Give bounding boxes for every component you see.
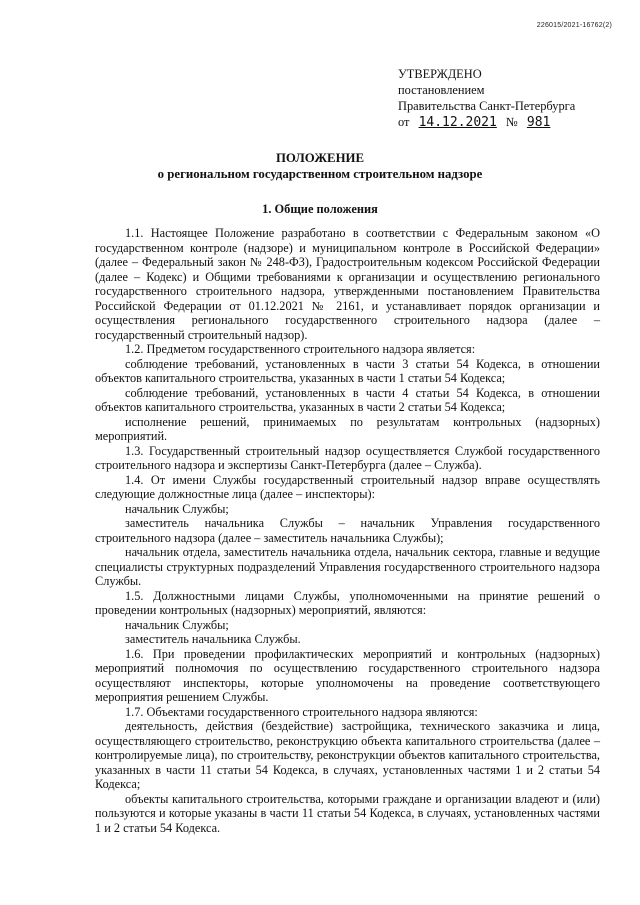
paragraph: 1.4. От имени Службы государственный строительный надзор вправе осуществлять следующие должностные лица (далее – инспекторы): [95, 472, 600, 501]
approval-from-label: от [398, 115, 410, 129]
approval-line-approved: УТВЕРЖДЕНО [398, 67, 482, 81]
approval-number: 981 [526, 115, 551, 130]
approval-date: 14.12.2021 [418, 115, 497, 130]
document-body [95, 226, 600, 835]
paragraph: соблюдение требований, установленных в части 3 статьи 54 Кодекса, в отношении объектов капитального строительства, указанных в части 1 статьи 54 Кодекса; [95, 356, 600, 385]
paragraph: начальник Службы; [125, 617, 229, 632]
approval-line-resolution: постановлением [398, 83, 485, 97]
title-subtitle: о региональном государственном строительном надзоре [157, 167, 483, 181]
paragraph: заместитель начальника Службы. [125, 632, 301, 646]
approval-number-label: № [505, 115, 518, 129]
paragraph: исполнение решений, принимаемых по результатам контрольных (надзорных) мероприятий. [95, 414, 600, 443]
paragraph: 1.1. Настоящее Положение разработано в соответствии с Федеральным законом «О государственном контроле (надзоре) и муниципальном контроле в Российской Федерации» (далее – Федеральный закон № 248-ФЗ), Градостроительным кодексом Российской Федерации (далее – Кодекс) и Общими требованиями к организации и осуществлению регионального государственного строительного надзора, утвержденными постановлением Правительства Российской Федерации от 01.12.2021 № 2161, и устанавливает порядок организации и осуществления регионального государственного строительного надзора (далее – государственный строительный надзор). [95, 226, 600, 342]
paragraph: деятельность, действия (бездействие) застройщика, технического заказчика и лица, осуществляющего строительство, реконструкцию объекта капитального строительства (далее – контролируемые лица), по строительству, реконструкции объектов капитального строительства, указанных в части 11 статьи 54 Кодекса, в случаях, установленных частями 1 и 2 статьи 54 Кодекса; [95, 719, 600, 791]
approval-line-government: Правительства Санкт-Петербурга [398, 99, 576, 113]
document-id: 226015/2021-16762(2) [536, 22, 612, 29]
paragraph: 1.7. Объектами государственного строительного надзора являются: [125, 704, 478, 719]
paragraph: 1.5. Должностными лицами Службы, уполномоченными на принятие решений о проведении контрольных (надзорных) мероприятий, являются: [95, 588, 600, 617]
paragraph: 1.2. Предметом государственного строительного надзора является: [125, 342, 476, 356]
approval-line-date-number [398, 114, 575, 131]
paragraph: 1.6. При проведении профилактических мероприятий и контрольных (надзорных) мероприятий полномочия по осуществлению государственного строительного надзора осуществляют инспекторы, которые уполномочены на проведение соответствующего мероприятия решением Службы. [95, 646, 600, 704]
section-heading: 1. Общие положения [262, 202, 378, 216]
paragraph: 1.3. Государственный строительный надзор осуществляется Службой государственного строительного надзора и экспертизы Санкт-Петербурга (далее – Служба). [95, 443, 600, 472]
title-heading: ПОЛОЖЕНИЕ [275, 151, 365, 165]
approval-stamp [398, 66, 575, 131]
paragraph: начальник Службы; [125, 501, 229, 516]
paragraph: начальник отдела, заместитель начальника отдела, начальник сектора, главные и ведущие специалисты структурных подразделений Управления государственного строительного надзора Службы. [95, 545, 600, 588]
paragraph: объекты капитального строительства, которыми граждане и организации владеют и (или) пользуются и которые указаны в части 11 статьи 54 Кодекса, в случаях, установленных частями 1 и 2 статьи 54 Кодекса. [95, 791, 600, 835]
paragraph: заместитель начальника Службы – начальник Управления государственного строительного надзора (далее – заместитель начальника Службы); [95, 516, 600, 545]
document-title [0, 150, 640, 182]
paragraph: соблюдение требований, установленных в части 4 статьи 54 Кодекса, в отношении объектов капитального строительства, указанных в части 2 статьи 54 Кодекса; [95, 385, 600, 414]
